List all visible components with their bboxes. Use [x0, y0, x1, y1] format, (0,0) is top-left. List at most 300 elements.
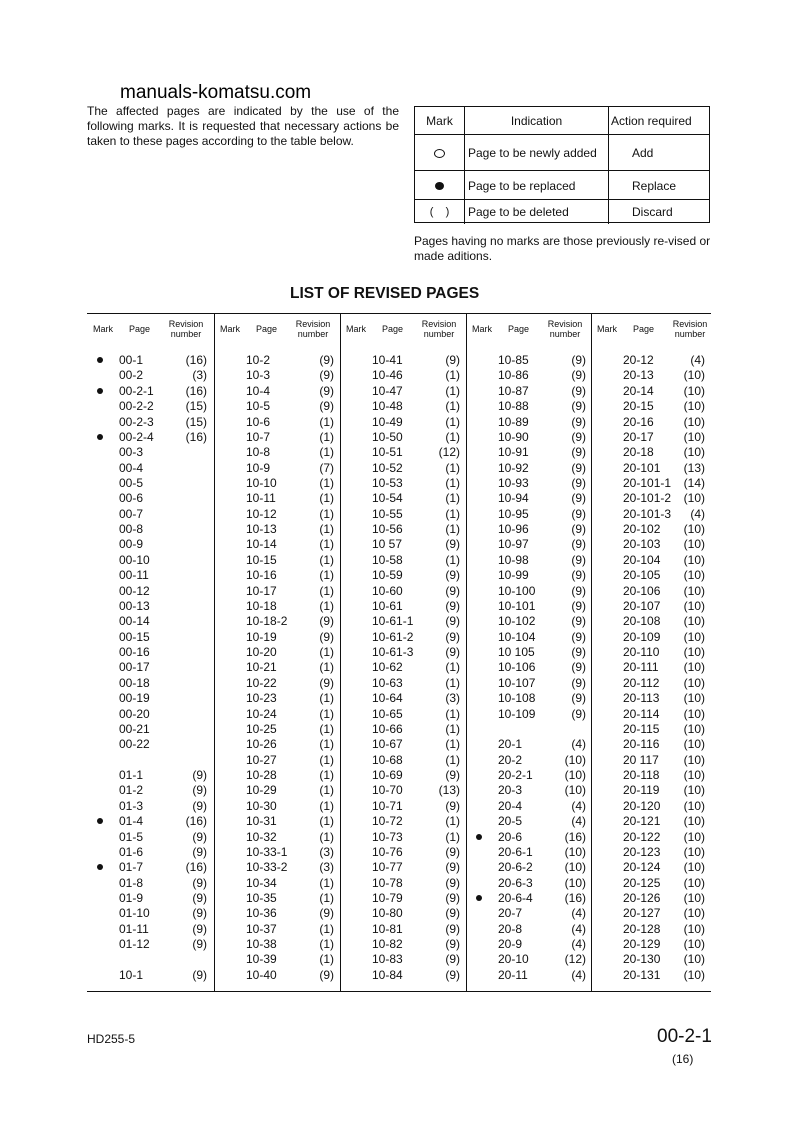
column-header-revision: Revision number: [547, 319, 583, 339]
mark-legend-table: [414, 106, 710, 223]
page-number: 00-2-1: [119, 383, 154, 398]
revised-page-entry: [591, 568, 711, 583]
page-number: 20-121: [623, 814, 661, 829]
revised-page-entry: [466, 814, 592, 829]
revised-page-entry: [87, 814, 213, 829]
revised-page-entry: [466, 368, 592, 383]
revised-page-entry: [466, 415, 592, 430]
page-number: 20-13: [623, 368, 654, 383]
page-number: 20-11: [498, 967, 528, 982]
revision-number: (9): [571, 629, 586, 644]
revision-number: (10): [683, 491, 705, 506]
revision-number: (10): [683, 660, 705, 675]
column-header-page: Page: [256, 324, 278, 334]
replace-mark-icon: [476, 834, 482, 840]
page-number: 10-82: [372, 937, 403, 952]
revision-number: (1): [319, 875, 334, 890]
revised-page-entry: [466, 353, 592, 368]
page-number: 20-113: [623, 691, 660, 706]
revised-page-entry: [591, 830, 711, 845]
page-number: 00-18: [119, 675, 150, 690]
revision-number: (4): [571, 798, 586, 813]
revised-page-entry: [340, 599, 466, 614]
revised-page-entry: [214, 737, 340, 752]
page-number: 20 117: [623, 752, 659, 767]
page-number: 10-56: [372, 522, 403, 537]
revised-page-entry: [466, 830, 592, 845]
intro-text: The affected pages are indicated by the use of the following marks. It is requested that necessary actions be taken to these pages according to the table below.: [87, 104, 399, 148]
page-number: 10-92: [498, 460, 529, 475]
page-number: 20-8: [498, 921, 523, 936]
revised-page-entry: [340, 399, 466, 414]
revised-page-entry: [340, 676, 466, 691]
page-number: 20-1: [498, 737, 523, 752]
revised-page-entry: [87, 876, 213, 891]
revised-page-entry: [466, 906, 592, 921]
page-number: 01-10: [119, 906, 150, 921]
page-number: 20-131: [623, 967, 661, 982]
page-number: 20-120: [623, 798, 661, 813]
revision-number: (9): [319, 368, 334, 383]
revision-number: (9): [192, 768, 207, 782]
revised-page-entry: [591, 399, 711, 414]
revision-number: (1): [445, 660, 460, 675]
page-number: 10-97: [498, 537, 529, 552]
replace-mark-icon: [97, 388, 103, 394]
page-number: 10-36: [246, 906, 277, 921]
page-number: 20-110: [623, 645, 660, 659]
revised-page-entry: [214, 507, 340, 522]
revision-number: (10): [683, 737, 705, 752]
page-number: 20-119: [623, 783, 660, 798]
revised-page-entry: [214, 368, 340, 383]
revision-number: (1): [319, 660, 334, 675]
column-header-revision: Revision number: [168, 319, 204, 339]
page-number: 10-78: [372, 875, 403, 890]
page-number: 20-14: [623, 383, 654, 398]
revision-number: (1): [319, 583, 334, 598]
page-number: 10-72: [372, 814, 403, 829]
revised-page-entry: [87, 630, 213, 645]
page-number: 20-12: [623, 353, 654, 367]
revised-page-entry: [214, 707, 340, 722]
revised-page-entry: [87, 584, 213, 599]
page-number: 10-80: [372, 906, 403, 921]
page-number: 10-41: [372, 353, 403, 367]
column-header-mark: Mark: [472, 324, 492, 334]
revision-number: (9): [571, 429, 586, 444]
page-number: 10-12: [246, 506, 277, 521]
column-header-mark: Mark: [93, 324, 113, 334]
page-number: 00-2-2: [119, 399, 154, 414]
revised-page-entry: [466, 599, 592, 614]
page-number: 10-66: [372, 721, 403, 736]
open-circle-icon: [434, 149, 445, 158]
column-header-page: Page: [508, 324, 530, 334]
page-number: 20-123: [623, 844, 661, 859]
page-number: 10-68: [372, 752, 403, 767]
page-number: 10-18: [246, 598, 277, 613]
revised-page-entry: [87, 415, 213, 430]
column-header-page: Page: [382, 324, 404, 334]
page-number: 10-60: [372, 583, 403, 598]
revised-page-entry: [87, 507, 213, 522]
revised-page-entry: [87, 491, 213, 506]
page-number: 20-101-3: [623, 506, 672, 521]
page-number: 10-84: [372, 967, 403, 982]
revised-page-entry: [591, 599, 711, 614]
page-number: 10-88: [498, 399, 529, 414]
revised-page-entry: [466, 461, 592, 476]
revision-number: (9): [192, 967, 207, 982]
revision-number: (9): [445, 629, 460, 644]
revised-page-entry: [340, 768, 466, 783]
page-number: 10-83: [372, 952, 403, 967]
legend-row-replace: [415, 170, 709, 200]
revised-page-entry: [340, 537, 466, 552]
revision-number: (1): [445, 476, 460, 490]
page-number: 01-9: [119, 890, 144, 905]
revised-page-entry: [340, 707, 466, 722]
page-number: 20-6-1: [498, 844, 533, 859]
revision-number: (16): [185, 429, 207, 444]
revised-page-entry: [591, 952, 711, 967]
revised-page-entry: [340, 645, 466, 660]
revised-page-entry: [466, 384, 592, 399]
revision-number: (1): [319, 829, 334, 844]
page-number: 20-125: [623, 875, 661, 890]
revision-number: (9): [571, 660, 586, 675]
revision-number: (9): [192, 844, 207, 859]
legend-row-discard: [415, 199, 709, 224]
page-number: 10-90: [498, 429, 529, 444]
page-number: 00-6: [119, 491, 144, 506]
page-number: 10-100: [498, 583, 536, 598]
revision-number: (1): [319, 429, 334, 444]
revised-page-entry: [591, 430, 711, 445]
revision-number: (1): [445, 721, 460, 736]
revised-page-entry: [466, 430, 592, 445]
page-number: 10-1: [119, 967, 144, 982]
page-number: 10-53: [372, 476, 403, 490]
page-number: 10-19: [246, 629, 277, 644]
revision-number: (9): [192, 783, 207, 798]
revision-number: (1): [319, 752, 334, 767]
revised-page-entry: [214, 430, 340, 445]
page-number: 10-33-1: [246, 844, 288, 859]
revision-number: (10): [683, 399, 705, 414]
footer-revision: (16): [672, 1052, 694, 1066]
legend-action: Add: [632, 146, 654, 160]
revised-page-entry: [214, 537, 340, 552]
revision-number: (9): [445, 937, 460, 952]
revised-page-entry: [87, 476, 213, 491]
revision-number: (10): [683, 645, 705, 659]
revised-page-entry: [340, 968, 466, 983]
revision-number: (10): [683, 429, 705, 444]
revision-number: (9): [571, 691, 586, 706]
revised-page-entry: [591, 876, 711, 891]
revised-page-entry: [340, 891, 466, 906]
revised-page-entry: [340, 445, 466, 460]
revision-number: (1): [319, 721, 334, 736]
revised-page-entry: [87, 645, 213, 660]
parentheses-icon: ( ): [429, 206, 450, 218]
page-number: 10-81: [372, 921, 403, 936]
revision-number: (10): [683, 691, 705, 706]
revision-number: (10): [683, 675, 705, 690]
revised-page-entry: [87, 353, 213, 368]
revised-page-entry: [87, 768, 213, 783]
revised-page-entry: [591, 630, 711, 645]
revision-number: (1): [319, 598, 334, 613]
page-number: 10-91: [498, 445, 529, 460]
revised-page-entry: [466, 614, 592, 629]
revision-number: (10): [683, 768, 705, 782]
revised-page-entry: [340, 461, 466, 476]
revised-page-entry: [466, 568, 592, 583]
revised-page-entry: [214, 783, 340, 798]
page-number: 01-7: [119, 860, 144, 875]
revised-page-entry: [87, 614, 213, 629]
revision-number: (3): [319, 860, 334, 875]
page-number: 00-3: [119, 445, 144, 460]
site-watermark: manuals-komatsu.com: [120, 82, 312, 103]
page-number: 00-2-4: [119, 429, 154, 444]
revision-number: (1): [319, 476, 334, 490]
page-number: 10-28: [246, 768, 277, 782]
revision-number: (1): [319, 691, 334, 706]
revised-page-entry: [340, 783, 466, 798]
revised-page-entry: [214, 876, 340, 891]
page-number: 10-10: [246, 476, 277, 490]
page-number: 01-8: [119, 875, 144, 890]
revised-page-entry: [340, 814, 466, 829]
page-number: 10-62: [372, 660, 403, 675]
column-header-revision: Revision number: [672, 319, 708, 339]
revision-number: (9): [571, 583, 586, 598]
revised-page-entry: [340, 722, 466, 737]
revised-page-entry: [214, 968, 340, 983]
page-number: 00-20: [119, 706, 150, 721]
page-number: 10-87: [498, 383, 529, 398]
page-number: 10-99: [498, 568, 529, 583]
page-number: 10-49: [372, 414, 403, 429]
revision-number: (1): [319, 783, 334, 798]
revision-number: (1): [445, 675, 460, 690]
legend-header-row: [415, 107, 709, 134]
revised-page-entry: [87, 830, 213, 845]
page-number: 10-37: [246, 921, 277, 936]
revised-page-entry: [466, 937, 592, 952]
revised-page-entry: [591, 384, 711, 399]
legend-indication: Page to be newly added: [465, 135, 609, 171]
page-number: 00-2-3: [119, 414, 154, 429]
page-number: 20-4: [498, 798, 523, 813]
revised-page-entry: [466, 676, 592, 691]
page-number: 10-24: [246, 706, 277, 721]
revision-number: (10): [683, 522, 705, 537]
column-header-revision: Revision number: [295, 319, 331, 339]
legend-mark-cell: [415, 135, 465, 171]
revised-page-entry: [591, 814, 711, 829]
revision-number: (4): [571, 921, 586, 936]
revised-page-entry: [214, 461, 340, 476]
revised-page-entry: [214, 814, 340, 829]
page-number: 10-94: [498, 491, 529, 506]
page-number: 10-7: [246, 429, 271, 444]
revision-number: (10): [683, 629, 705, 644]
revision-number: (10): [683, 875, 705, 890]
revision-number: (3): [319, 844, 334, 859]
page-number: 10-46: [372, 368, 403, 383]
page-number: 20-111: [623, 660, 659, 675]
page-number: 20-114: [623, 706, 660, 721]
revised-page-entry: [340, 476, 466, 491]
revision-number: (1): [319, 491, 334, 506]
revision-number: (1): [445, 522, 460, 537]
page-number: 20-101: [623, 460, 661, 475]
revised-page-entry: [591, 906, 711, 921]
revision-number: (1): [445, 814, 460, 829]
revised-page-entry: [340, 630, 466, 645]
revised-page-entry: [591, 860, 711, 875]
page-number: 01-6: [119, 844, 144, 859]
page-number: 20-112: [623, 675, 660, 690]
revised-page-entry: [340, 553, 466, 568]
revision-number: (10): [683, 537, 705, 552]
page-number: 10-71: [372, 798, 403, 813]
revision-number: (3): [445, 691, 460, 706]
page-number: 20-129: [623, 937, 661, 952]
list-title: LIST OF REVISED PAGES: [290, 285, 480, 302]
revised-page-entry: [591, 707, 711, 722]
page-number: 00-9: [119, 537, 144, 552]
page-number: 10-64: [372, 691, 403, 706]
revision-number: (9): [445, 921, 460, 936]
page-number: 10-5: [246, 399, 271, 414]
page-number: 20-115: [623, 721, 660, 736]
page-number: 00-10: [119, 552, 150, 567]
revision-number: (10): [683, 844, 705, 859]
revision-number: (10): [683, 798, 705, 813]
page-number: 10-26: [246, 737, 277, 752]
revised-page-entry: [591, 660, 711, 675]
revised-page-entry: [340, 845, 466, 860]
page-number: 10-18-2: [246, 614, 288, 629]
revised-page-entry: [340, 830, 466, 845]
revised-page-entry: [466, 691, 592, 706]
revision-number: (14): [683, 476, 705, 490]
revision-number: (9): [319, 629, 334, 644]
page-number: 10-76: [372, 844, 403, 859]
revised-page-entry: [214, 691, 340, 706]
page-number: 00-19: [119, 691, 150, 706]
page-number: 00-17: [119, 660, 150, 675]
page-number: 00-16: [119, 645, 150, 659]
page-number: 10-27: [246, 752, 277, 767]
page-number: 20-104: [623, 552, 661, 567]
revision-number: (9): [571, 506, 586, 521]
revision-number: (9): [445, 598, 460, 613]
page-number: 20-101-2: [623, 491, 672, 506]
revision-number: (12): [564, 952, 586, 967]
revision-number: (10): [564, 875, 586, 890]
page-number: 00-13: [119, 598, 150, 613]
revised-page-entry: [591, 645, 711, 660]
page-number: 10-96: [498, 522, 529, 537]
revision-number: (9): [319, 675, 334, 690]
revision-number: (9): [192, 798, 207, 813]
revised-page-entry: [340, 952, 466, 967]
revision-number: (1): [319, 706, 334, 721]
page-number: 10-95: [498, 506, 529, 521]
page-number: 20-102: [623, 522, 661, 537]
revision-number: (9): [319, 399, 334, 414]
revision-number: (9): [571, 675, 586, 690]
revision-number: (9): [445, 537, 460, 552]
legend-mark-cell: [415, 171, 465, 200]
revision-number: (4): [690, 353, 705, 367]
page-number: 10-104: [498, 629, 536, 644]
page-number: 10-107: [498, 675, 536, 690]
column-header-page: Page: [633, 324, 655, 334]
revision-number: (1): [445, 491, 460, 506]
revised-page-entry: [87, 676, 213, 691]
revised-page-entry: [87, 922, 213, 937]
page-number: 10-16: [246, 568, 277, 583]
revised-page-entry: [466, 891, 592, 906]
revision-number: (9): [192, 906, 207, 921]
revised-page-entry: [87, 799, 213, 814]
page-number: 10-31: [246, 814, 277, 829]
revision-number: (9): [445, 890, 460, 905]
revision-number: (9): [571, 614, 586, 629]
revision-number: (9): [192, 875, 207, 890]
revised-page-entry: [466, 952, 592, 967]
revised-page-entry: [214, 353, 340, 368]
revised-page-entry: [87, 599, 213, 614]
revision-number: (9): [192, 890, 207, 905]
page-number: 20-6-2: [498, 860, 533, 875]
revised-page-entry: [214, 891, 340, 906]
page-number: 20-5: [498, 814, 523, 829]
revision-number: (1): [319, 768, 334, 782]
revised-page-entry: [214, 584, 340, 599]
page-number: 20-130: [623, 952, 661, 967]
page-number: 10-32: [246, 829, 277, 844]
revised-page-entry: [591, 676, 711, 691]
page-number: 20-6-3: [498, 875, 533, 890]
revision-number: (1): [445, 429, 460, 444]
revised-page-entry: [214, 553, 340, 568]
revision-number: (9): [571, 476, 586, 490]
revised-page-entry: [214, 845, 340, 860]
revision-number: (16): [185, 383, 207, 398]
revised-page-entry: [466, 445, 592, 460]
page-number: 20-16: [623, 414, 654, 429]
revised-page-entry: [214, 768, 340, 783]
revised-page-entry: [214, 630, 340, 645]
revised-page-entry: [214, 491, 340, 506]
page-number: 10-50: [372, 429, 403, 444]
revision-number: (1): [445, 706, 460, 721]
page-number: 10-86: [498, 368, 529, 383]
revised-page-entry: [466, 753, 592, 768]
page-number: 00-14: [119, 614, 150, 629]
page-number: 10-17: [246, 583, 277, 598]
legend-header-mark: Mark: [415, 107, 465, 134]
